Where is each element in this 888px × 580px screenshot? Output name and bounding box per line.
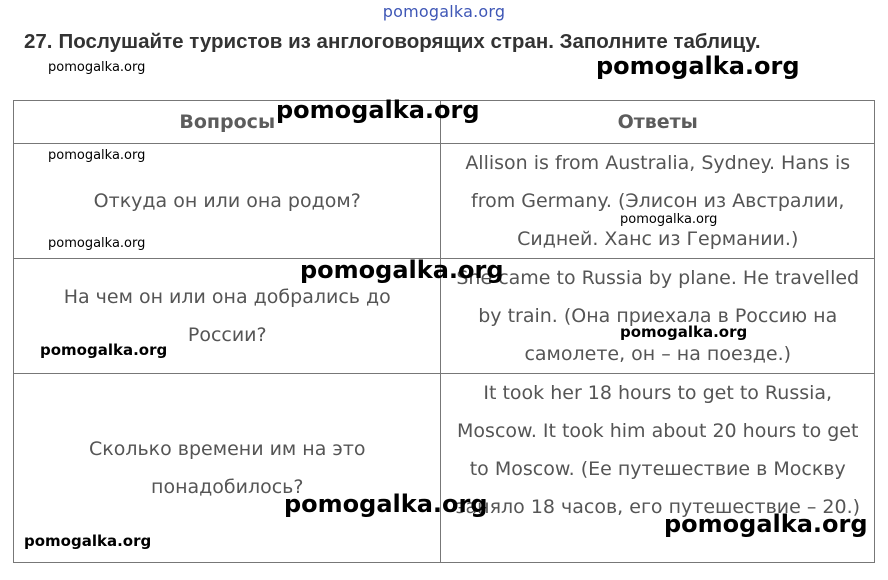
table-header-row [14,101,875,144]
column-header-questions: Вопросы [14,101,441,144]
question-cell: На чем он или она добрались до России? [14,259,441,374]
watermark: pomogalka.org [620,212,718,227]
watermark: pomogalka.org [24,532,152,550]
answer-cell: It took her 18 hours to get to Russia, Moscow. It took him about 20 hours to get to Moscow. (Ее путешествие в Москву заняло 18 часов, его путешествие – 20.) [441,374,875,563]
table-row [14,144,875,259]
watermark: pomogalka.org [48,236,146,251]
answers-table [13,100,875,563]
table-row [14,259,875,374]
watermark: pomogalka.org [48,148,146,163]
column-header-answers: Ответы [441,101,875,144]
watermark: pomogalka.org [284,490,488,518]
task-instruction: Послушайте туристов из англоговорящих стран. Заполните таблицу. [58,30,761,53]
watermark: pomogalka.org [40,341,168,359]
watermark: pomogalka.org [300,256,504,284]
watermark: pomogalka.org [596,52,800,80]
answer-cell: Allison is from Australia, Sydney. Hans is from Germany. (Элисон из Австралии, Сидней. Ханс из Германии.) [441,144,875,259]
task-title [24,30,874,54]
watermark: pomogalka.org [620,323,748,341]
question-cell: Откуда он или она родом? [14,144,441,259]
answer-cell: She came to Russia by plane. He travelled by train. (Она приехала в Россию на самолете, он – на поезде.) [441,259,875,374]
watermark: pomogalka.org [664,510,868,538]
question-cell: Сколько времени им на это понадобилось? [14,374,441,563]
table-row [14,374,875,563]
watermark: pomogalka.org [276,96,480,124]
task-number: 27. [24,30,53,53]
watermark: pomogalka.org [48,60,146,75]
site-logo: pomogalka.org [382,2,506,21]
